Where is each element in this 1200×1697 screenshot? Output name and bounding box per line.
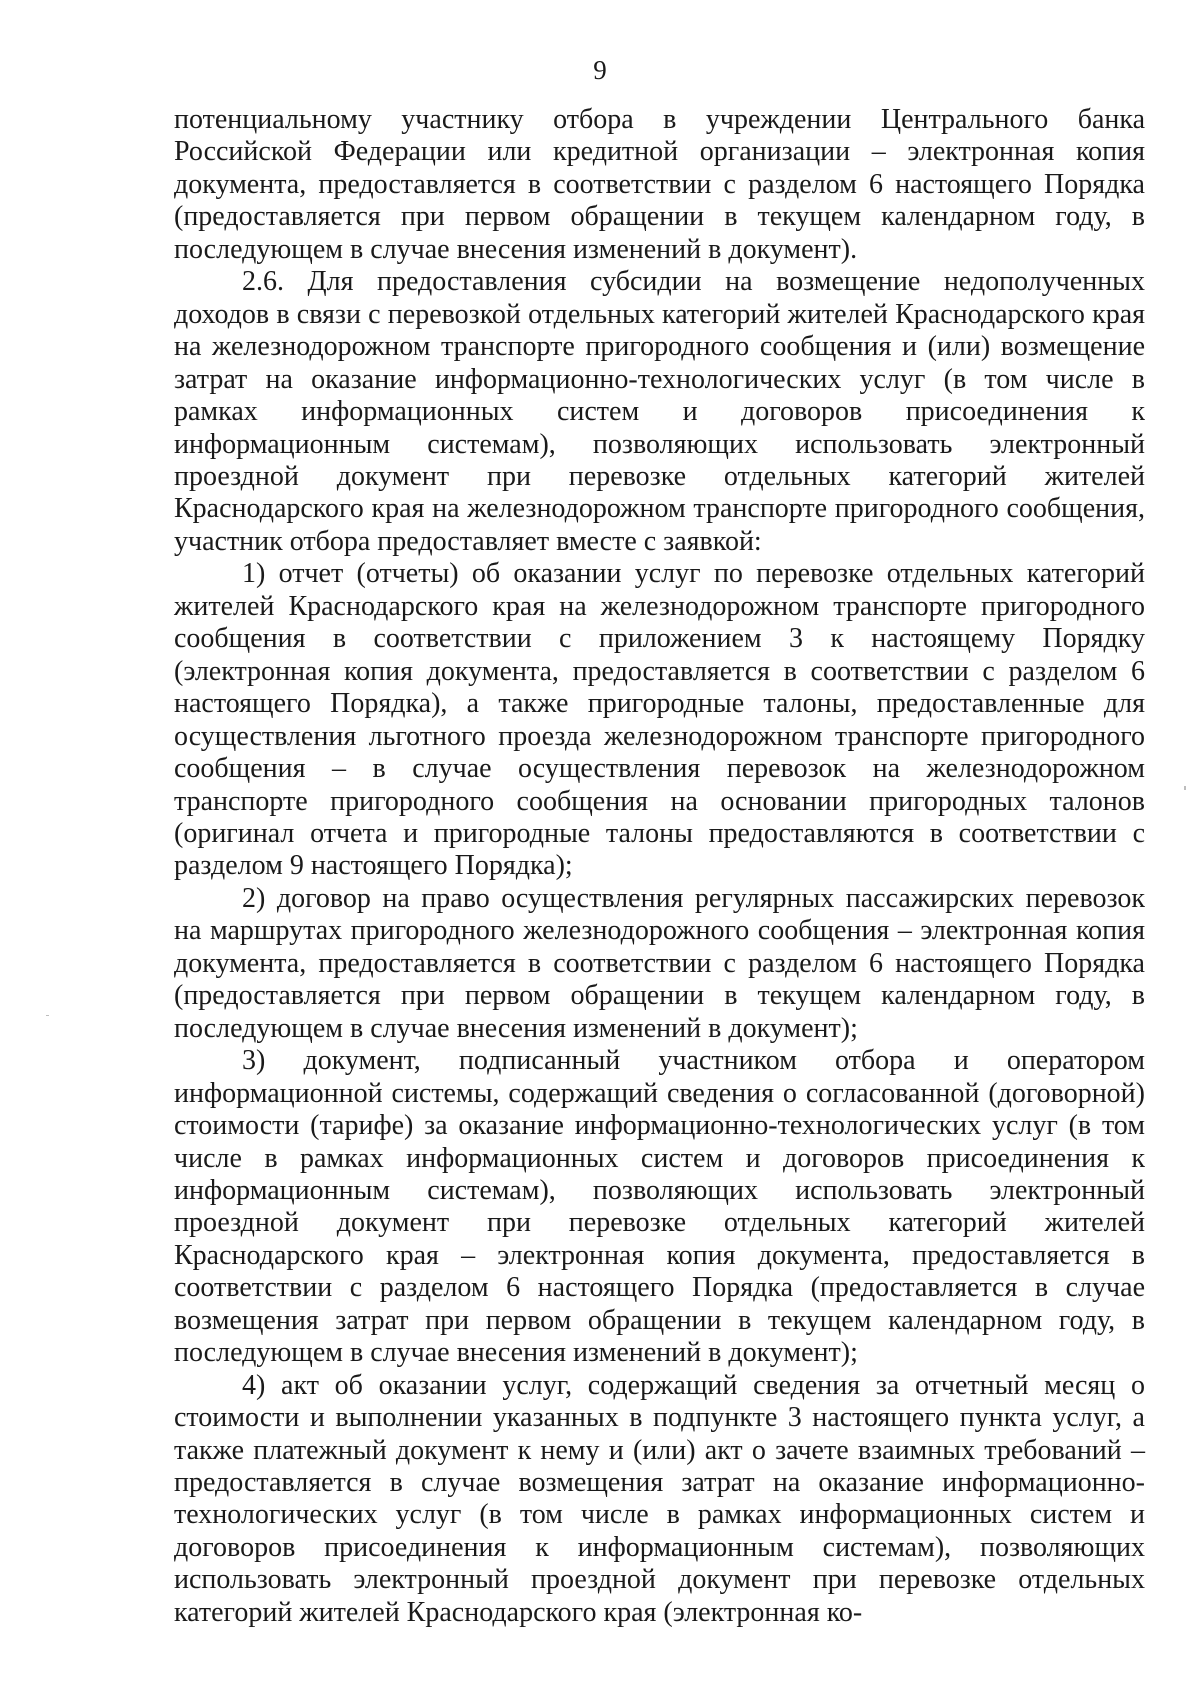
paragraph-item-1: 1) отчет (отчеты) об оказании услуг по перевозке отдельных категорий жителей Краснодарского края на железнодорожном транспорте пригородного сообщения в соответствии с приложением 3 к настоящему Порядку (электронная копия документа, предоставляется в соответствии с разделом 6 настоящего Порядка), а также пригородные талоны, предоставленные для осуществления льготного проезда железнодорожном транспорте пригородного сообщения – в случае осуществления перевозок на железнодорожном транспорте пригородного сообщения на основании пригородных талонов (оригинал отчета и пригородные талоны предоставляются в соответствии с разделом 9 настоящего Порядка);: [174, 558, 1145, 882]
scan-artifact-mark: [1184, 786, 1186, 790]
scan-artifact-mark: [46, 1015, 49, 1016]
paragraph-section-2-6: 2.6. Для предоставления субсидии на возмещение недополученных доходов в связи с перевозкой отдельных категорий жителей Краснодарского края на железнодорожном транспорте пригородного сообщения и (или) возмещение затрат на оказание информационно-технологических услуг (в том числе в рамках информационных систем и договоров присоединения к информационным системам), позволяющих использовать электронный проездной документ при перевозке отдельных категорий жителей Краснодарского края на железнодорожном транспорте пригородного сообщения, участник отбора предоставляет вместе с заявкой:: [174, 266, 1145, 557]
page-number: 9: [593, 55, 607, 85]
paragraph-continuation: потенциальному участнику отбора в учреждении Центрального банка Российской Федерации или кредитной организации – электронная копия документа, предоставляется в соответствии с разделом 6 настоящего Порядка (предоставляется при первом обращении в текущем календарном году, в последующем в случае внесения изменений в документ).: [174, 104, 1145, 265]
paragraph-item-2: 2) договор на право осуществления регулярных пассажирских перевозок на маршрутах пригородного железнодорожного сообщения – электронная копия документа, предоставляется в соответствии с разделом 6 настоящего Порядка (предоставляется при первом обращении в текущем календарном году, в последующем в случае внесения изменений в документ);: [174, 882, 1145, 1044]
paragraph-item-3: 3) документ, подписанный участником отбора и оператором информационной системы, содержащий сведения о согласованной (договорной) стоимости (тарифе) за оказание информационно-технологических услуг (в том числе в рамках информационных систем и договоров присоединения к информационным системам), позволяющих использовать электронный проездной документ при перевозке отдельных категорий жителей Краснодарского края – электронная копия документа, предоставляется в соответствии с разделом 6 настоящего Порядка (предоставляется в случае возмещения затрат при первом обращении в текущем календарном году, в последующем в случае внесения изменений в документ);: [174, 1045, 1145, 1369]
document-body: [174, 104, 1145, 1629]
paragraph-item-4: 4) акт об оказании услуг, содержащий сведения за отчетный месяц о стоимости и выполнении указанных в подпункте 3 настоящего пункта услуг, а также платежный документ к нему и (или) акт о зачете взаимных требований – предоставляется в случае возмещения затрат на оказание информационно-технологических услуг (в том числе в рамках информационных систем и договоров присоединения к информационным системам), позволяющих использовать электронный проездной документ при перевозке отдельных категорий жителей Краснодарского края (электронная ко-: [174, 1369, 1145, 1628]
